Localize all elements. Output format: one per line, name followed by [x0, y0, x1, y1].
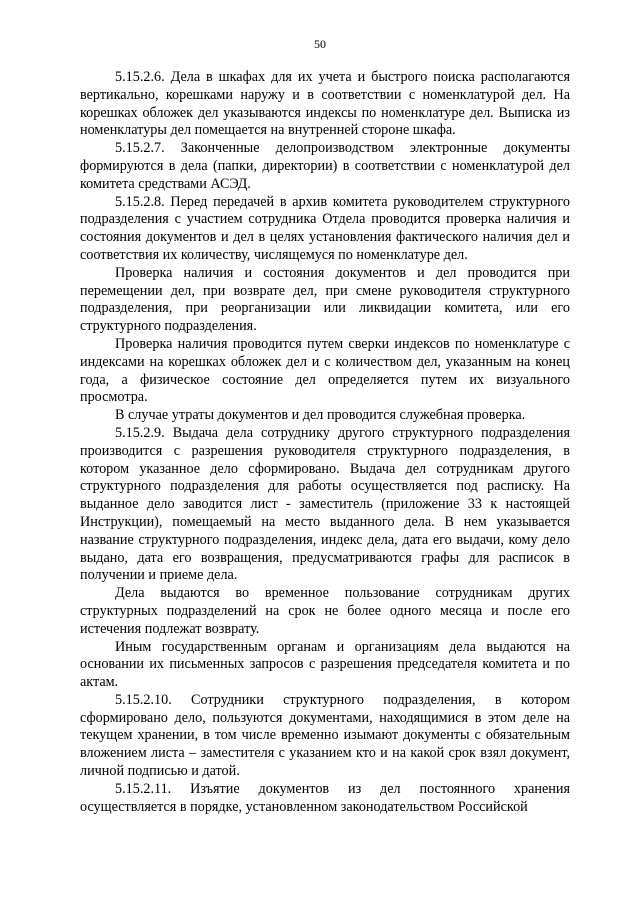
- paragraph-5-15-2-6: 5.15.2.6. Дела в шкафах для их учета и быстрого поиска располагаются вертикально, корешками наружу и в соответствии с номенклатурой дел. На корешках обложек дел указываются индексы по номенклатуре дел. Выписка из номенклатуры дел помещается на внутренней стороне шкафа.: [80, 69, 570, 139]
- paragraph-5-15-2-10: 5.15.2.10. Сотрудники структурного подразделения, в котором сформировано дело, пользуются документами, находящимися в этом деле на текущем хранении, в том числе временно изымают документы с обязательным вложением листа – заместителя с указанием кто и на какой срок взял документ, личной подписью и датой.: [80, 691, 570, 780]
- paragraph-5-15-2-11: 5.15.2.11. Изъятие документов из дел постоянного хранения осуществляется в порядке, установленном законодательством Российской: [80, 780, 570, 815]
- paragraph-loss-investigation: В случае утраты документов и дел проводится служебная проверка.: [115, 407, 526, 424]
- paragraph-inventory-check-method: Проверка наличия проводится путем сверки индексов по номенклатуре с индексами на корешках обложек дел и с количеством дел, указанным на конец года, а физическое состояние дел определяется путем их визуального просмотра.: [80, 335, 570, 406]
- paragraph-5-15-2-9: 5.15.2.9. Выдача дела сотруднику другого структурного подразделения производится с разрешения руководителя структурного подразделения, в котором указанное дело сформировано. Выдача дел сотрудникам другого структурного подразделения для работы осуществляется под расписку. На выданное дело заводится лист - заместитель (приложение 33 к настоящей Инструкции), помещаемый на место выданного дела. В нем указывается название структурного подразделения, индекс дела, дата его выдачи, кому дело выдано, дата его возвращения, предусматриваются графы для расписок в получении и приеме дела.: [80, 424, 570, 584]
- page-number: 50: [314, 37, 326, 51]
- paragraph-temporary-use: Дела выдаются во временное пользование сотрудникам других структурных подразделений на срок не более одного месяца и после его истечения подлежат возврату.: [80, 585, 570, 637]
- paragraph-5-15-2-8: 5.15.2.8. Перед передачей в архив комитета руководителем структурного подразделения с участием сотрудника Отдела проводится проверка наличия и состояния документов и дел в целях установления фактического наличия дел и соответствия их количеству, числящемуся по номенклатуре дел.: [80, 193, 570, 263]
- paragraph-inventory-check-cases: Проверка наличия и состояния документов и дел проводится при перемещении дел, при возврате дел, при смене руководителя структурного подразделения, при реорганизации или ликвидации комитета, или его структурного подразделения.: [80, 264, 570, 335]
- paragraph-external-organizations: Иным государственным органам и организациям дела выдаются на основании их письменных запросов с разрешения председателя комитета и по актам.: [80, 638, 570, 691]
- document-body: [80, 69, 570, 816]
- paragraph-5-15-2-7: 5.15.2.7. Законченные делопроизводством электронные документы формируются в дела (папки, директории) в соответствии с номенклатурой дел комитета средствами АСЭД.: [80, 140, 570, 192]
